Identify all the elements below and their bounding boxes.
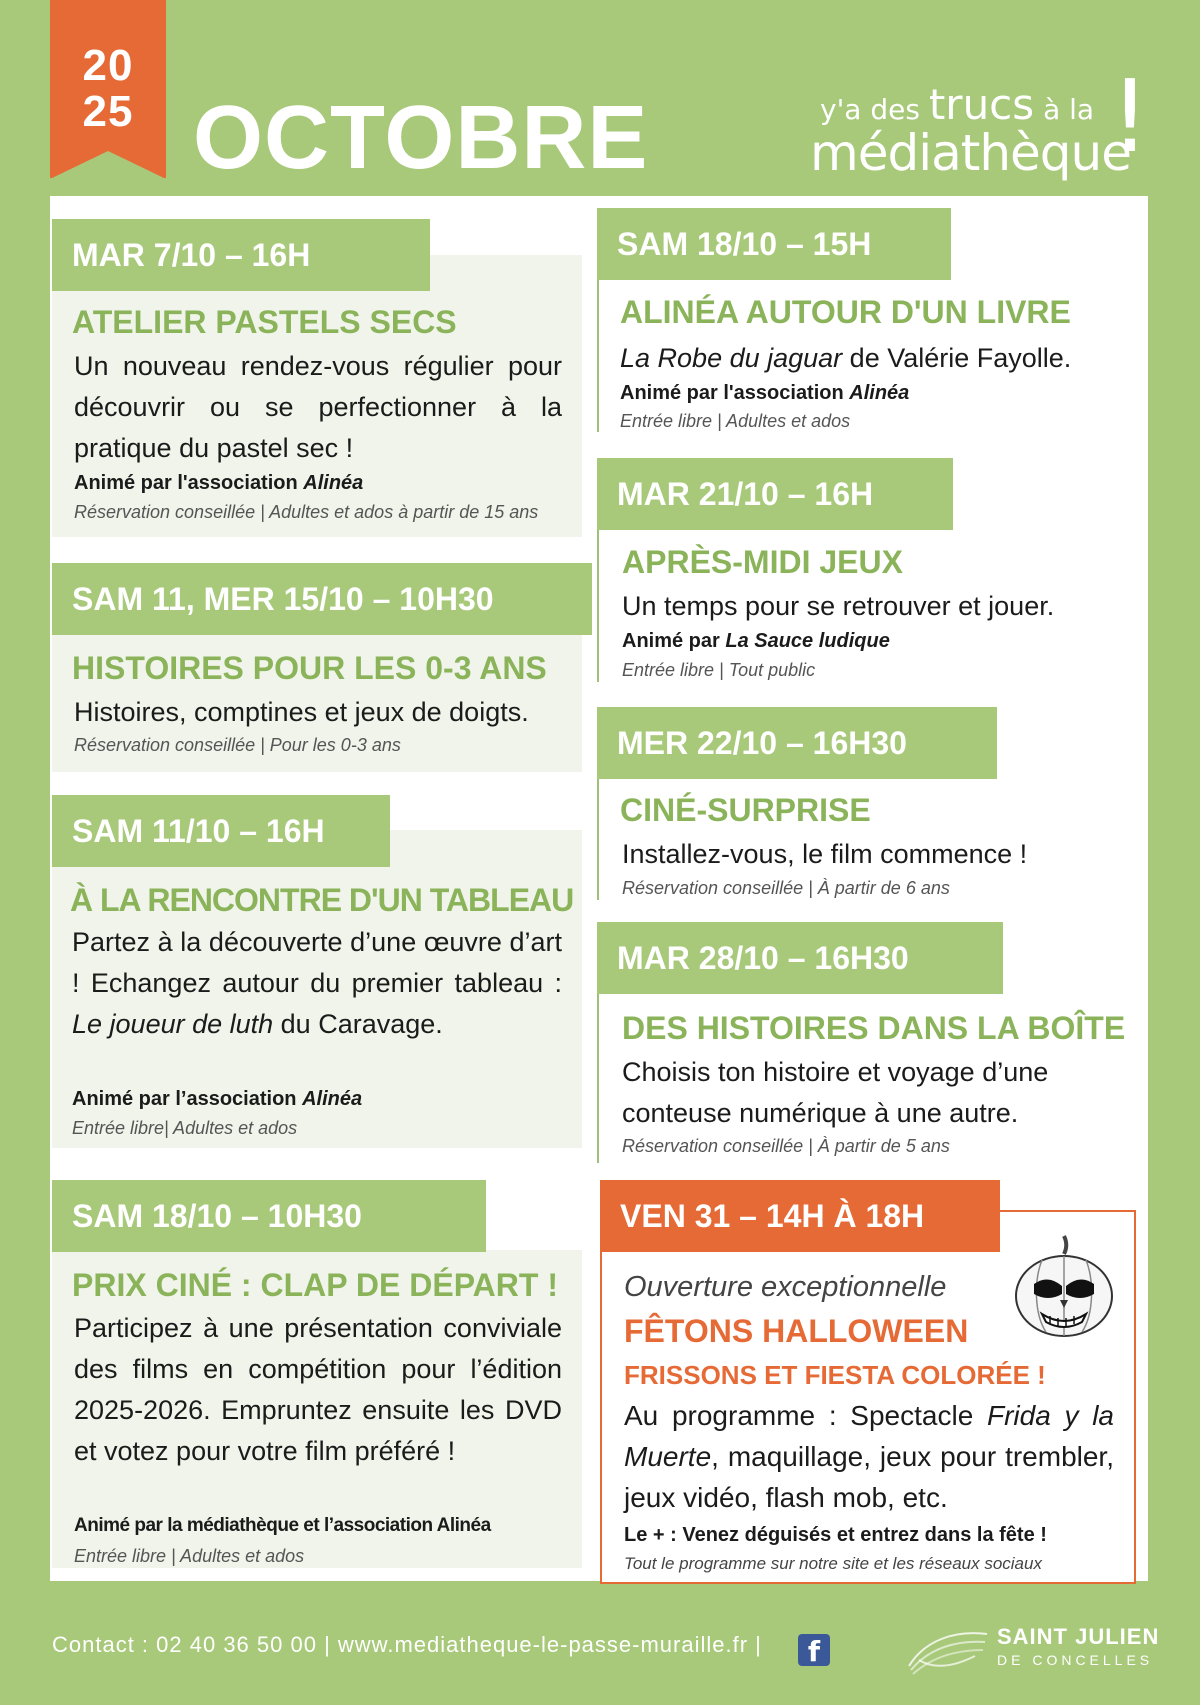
event-info: Entrée libre | Tout public [622, 660, 816, 680]
event-date: SAM 11/10 – 16H [52, 795, 390, 867]
event-info: Réservation conseillée | Pour les 0-3 ans [74, 735, 401, 755]
event-host: Animé par la médiathèque et l’association Alinéa [74, 1515, 491, 1536]
event-title: ATELIER PASTELS SECS [72, 304, 457, 340]
event-host: Animé par l'association Alinéa [74, 472, 364, 494]
event-date: MAR 21/10 – 16H [597, 458, 953, 530]
footer-contact: Contact : 02 40 36 50 00 | www.mediatheque-le-passe-muraille.fr | [52, 1632, 762, 1657]
event-info: Entrée libre | Adultes et ados [74, 1546, 305, 1566]
year-bottom: 25 [82, 87, 134, 136]
event-info: Réservation conseillée | Adultes et ados à partir de 15 ans [74, 502, 539, 522]
event-description: Partez à la découverte d’une œuvre d’art ! Echangez autour du premier tableau : Le joueur de luth du Caravage. [72, 927, 562, 1039]
event-kicker: Ouverture exceptionnelle [624, 1271, 947, 1303]
event-info: Entrée libre | Adultes et ados [620, 411, 851, 431]
event-description: Au programme : Spectacle Frida y la Muerte, maquillage, jeux pour trembler, jeux vidéo, flash mob, etc. [624, 1400, 1114, 1513]
event-host: Animé par l’association Alinéa [72, 1088, 363, 1110]
event-description: Installez-vous, le film commence ! [622, 839, 1028, 869]
event-description: Histoires, comptines et jeux de doigts. [74, 697, 529, 727]
brand-line2: médiathèque [810, 124, 1131, 182]
event-description: Choisis ton histoire et voyage d’une conteuse numérique à une autre. [622, 1057, 1049, 1128]
event-title: FÊTONS HALLOWEEN [624, 1313, 969, 1349]
event-title: DES HISTOIRES DANS LA BOÎTE [622, 1010, 1126, 1046]
event-date: MAR 7/10 – 16H [52, 219, 430, 291]
event-date: MAR 28/10 – 16H30 [597, 922, 1003, 994]
event-description: Un nouveau rendez-vous régulier pour découvrir ou se perfectionner à la pratique du pastel sec ! [74, 351, 562, 463]
event-info: Réservation conseillée | À partir de 6 ans [622, 878, 950, 898]
event-title: ALINÉA AUTOUR D'UN LIVRE [620, 294, 1071, 330]
logo-name: SAINT JULIEN [997, 1624, 1160, 1649]
event-info: Entrée libre| Adultes et ados [72, 1118, 298, 1138]
facebook-icon[interactable]: f [798, 1634, 830, 1666]
event-info: Réservation conseillée | À partir de 5 ans [622, 1136, 950, 1156]
year-top: 20 [82, 41, 134, 90]
event-title: HISTOIRES POUR LES 0-3 ANS [72, 650, 547, 686]
event-title: APRÈS-MIDI JEUX [622, 544, 903, 580]
event-description: La Robe du jaguar de Valérie Fayolle. [620, 343, 1072, 373]
wave-logo-icon [905, 1620, 991, 1680]
event-date: SAM 18/10 – 15H [597, 208, 951, 280]
event-host: Animé par La Sauce ludique [622, 630, 890, 652]
event-host: Animé par l'association Alinéa [620, 382, 910, 404]
year-ribbon [50, 0, 166, 178]
saint-julien-logo [905, 1620, 1160, 1680]
event-extra: Le + : Venez déguisés et entrez dans la fête ! [624, 1524, 1047, 1546]
event-description: Un temps pour se retrouver et jouer. [622, 591, 1055, 621]
event-date: VEN 31 – 14H À 18H [600, 1180, 1000, 1252]
event-date: MER 22/10 – 16H30 [597, 707, 997, 779]
event-title: PRIX CINÉ : CLAP DE DÉPART ! [72, 1267, 558, 1303]
brand-exclamation: ! [1109, 58, 1150, 175]
pumpkin-skull-icon [1012, 1230, 1116, 1340]
event-description: Participez à une présentation conviviale des films en compétition pour l’édition 2025-2026. Empruntez ensuite les DVD et votez pour votre film préféré ! [74, 1313, 562, 1466]
event-date: SAM 11, MER 15/10 – 10H30 [52, 563, 592, 635]
brand-line1: y'a des trucs à la [820, 80, 1095, 129]
event-title: CINÉ-SURPRISE [620, 792, 871, 828]
event-info: Tout le programme sur notre site et les réseaux sociaux [624, 1554, 1042, 1573]
event-date: SAM 18/10 – 10H30 [52, 1180, 486, 1252]
page-title: OCTOBRE [193, 88, 649, 188]
event-title: À LA RENCONTRE D'UN TABLEAU [70, 882, 574, 918]
logo-subtitle: DE CONCELLES [997, 1652, 1154, 1668]
mediatheque-logo [810, 58, 1150, 192]
event-subtitle: FRISSONS ET FIESTA COLORÉE ! [624, 1360, 1046, 1390]
